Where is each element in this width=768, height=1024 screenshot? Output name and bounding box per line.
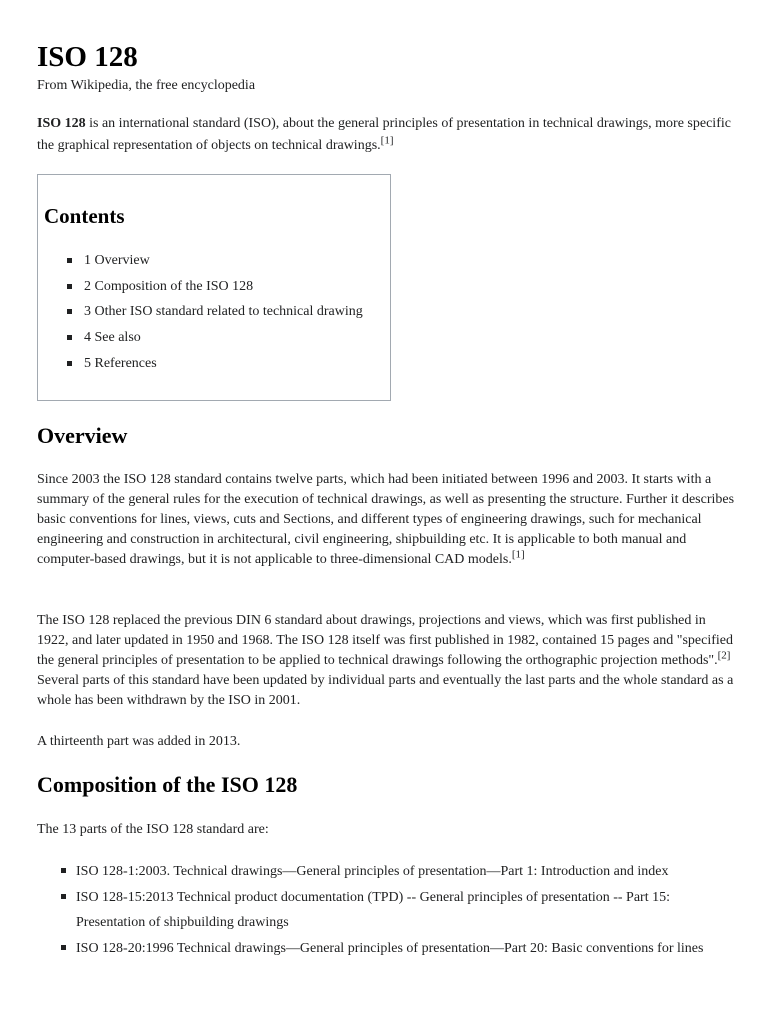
list-item-text: ISO 128-20:1996 Technical drawings—General principles of presentation—Part 20: Basic conventions for lines [76,940,704,956]
list-item-text: ISO 128-1:2003. Technical drawings—General principles of presentation—Part 1: Introduction and index [76,864,669,879]
section-heading-overview: Overview [37,423,128,448]
bullet-icon [67,258,72,263]
intro-bold-term: ISO 128 [37,116,86,131]
toc-item-label[interactable]: 1 Overview [84,253,150,268]
bullet-icon [67,284,72,289]
toc-item-references[interactable] [38,354,363,380]
overview-paragraph-1 [37,470,737,570]
toc-item-label[interactable]: 3 Other ISO standard related to technical drawing [84,304,363,320]
section-heading-composition: Composition of the ISO 128 [37,772,298,797]
bullet-icon [61,868,66,873]
page-title: ISO 128 [37,41,138,73]
parts-list [37,859,737,961]
bullet-icon [67,309,72,314]
toc-list [38,251,363,379]
table-of-contents [37,174,391,401]
reference-link[interactable]: [1] [511,548,525,561]
list-item [37,936,737,962]
paragraph-text: Several parts of this standard have been updated by individual parts and eventually the last parts and the whole standard as a whole has been withdrawn by the ISO in 2001. [37,673,734,708]
paragraph-text: The ISO 128 replaced the previous DIN 6 standard about drawings, projections and views, which was first published in 1922, and later updated in 1950 and 1968. The ISO 128 itself was first published in 1982, contained 15 pages and "specified the general principles of presentation to be applied to technical drawings following the orthographic projection methods". [37,613,733,668]
intro-paragraph [37,113,737,157]
bullet-icon [67,335,72,340]
toc-item-label[interactable]: 4 See also [84,330,141,346]
toc-item-label[interactable]: 2 Composition of the ISO 128 [84,278,254,294]
bullet-icon [61,894,66,899]
bullet-icon [61,945,66,950]
overview-paragraph-3: A thirteenth part was added in 2013. [37,734,241,749]
site-tagline: From Wikipedia, the free encyclopedia [37,78,256,93]
composition-lead: The 13 parts of the ISO 128 standard are: [37,822,269,837]
overview-paragraph-2 [37,611,737,711]
list-item-text: ISO 128-15:2013 Technical product documentation (TPD) -- General principles of presentation -- Part 15: Presentation of shipbuilding drawings [76,889,670,930]
toc-title: Contents [44,204,125,228]
reference-link[interactable]: [2] [717,649,731,662]
intro-text: is an international standard (ISO), about the general principles of presentation in technical drawings, more specific the graphical representation of objects on technical drawings. [37,116,731,153]
toc-item-overview[interactable] [38,251,363,277]
toc-item-other-iso[interactable] [38,302,363,328]
bullet-icon [67,361,72,366]
paragraph-text: Since 2003 the ISO 128 standard contains twelve parts, which had been initiated between 1996 and 2003. It starts with a summary of the general rules for the execution of technical drawings, as well as presenting the structure. Further it describes basic conventions for lines, views, cuts and Sections, and different types of engineering drawings, such for mechanical engineering and construction in architectural, civil engineering, shipbuilding etc. It is applicable to both manual and computer-based drawings, but it is not applicable to three-dimensional CAD models. [37,472,735,567]
toc-item-see-also[interactable] [38,328,363,354]
list-item [37,885,737,936]
list-item [37,859,737,885]
toc-item-composition[interactable] [38,277,363,303]
reference-link[interactable]: [1] [380,134,394,147]
toc-item-label[interactable]: 5 References [84,355,157,371]
